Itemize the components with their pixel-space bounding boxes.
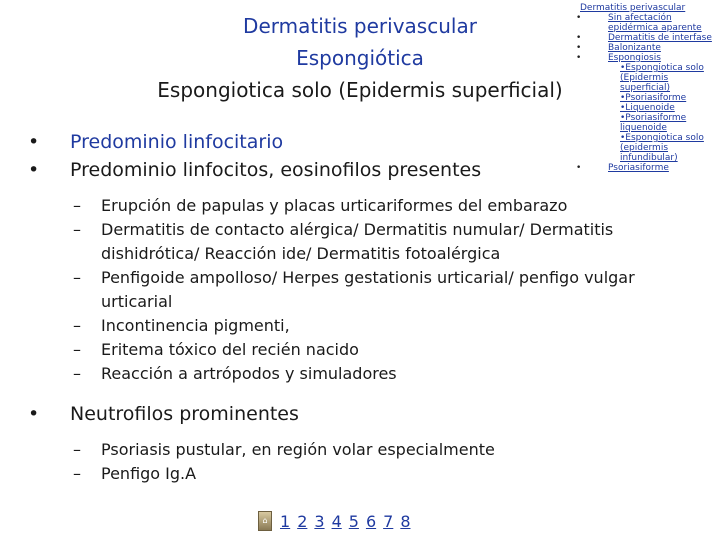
nav-subitem-psoriasiforme-liquenoide[interactable]: •Psoriasiforme liquenoide	[620, 113, 687, 133]
nav-root-link[interactable]: Dermatitis perivascular	[580, 3, 686, 13]
nav-subitem-espongiotica-superficial[interactable]: •Espongiotica solo (Epidermis superficial)	[620, 63, 704, 93]
link-predominio-linfocitario[interactable]: Predominio linfocitario	[70, 131, 284, 153]
sub-list-item: – Psoriasis pustular, en región volar especialmente	[73, 440, 495, 459]
sub-list-item: – Incontinencia pigmenti,	[73, 316, 290, 335]
page-link-2[interactable]: 2	[297, 511, 308, 531]
nav-bullet: •	[576, 13, 582, 23]
page-link-5[interactable]: 5	[348, 511, 359, 531]
list-item	[28, 128, 688, 156]
nav-subitem-liquenoide[interactable]: •Liquenoide	[620, 103, 675, 113]
list-item	[28, 400, 688, 428]
sub-list-item: – Penfigo Ig.A	[73, 464, 197, 483]
title-subtitle: Espongiotica solo (Epidermis superficial)	[157, 78, 563, 102]
sub-list-item-text: Penfigo Ig.A	[101, 464, 197, 483]
nav-item-espongiosis[interactable]: Espongiosis	[608, 53, 661, 63]
sub-list-item: – Erupción de papulas y placas urticariformes del embarazo	[73, 196, 568, 215]
page-link-8[interactable]: 8	[400, 511, 411, 531]
nav-subitem-espongiotica-infundibular[interactable]: •Espongiotica solo (epidermis infundibular)	[620, 133, 704, 163]
bullet-dot: •	[28, 131, 40, 153]
bullet-dot: •	[28, 403, 40, 425]
nav-subitem-psoriasiforme[interactable]: •Psoriasiforme	[620, 93, 687, 103]
page-link-3[interactable]: 3	[314, 511, 325, 531]
sub-list-item-text: Penfigoide ampolloso/ Herpes gestationis urticarial/ penfigo vulgar urticarial	[101, 268, 635, 311]
page-link-1[interactable]: 1	[280, 511, 291, 531]
nav-item-balonizante[interactable]: Balonizante	[608, 43, 661, 53]
page-link-6[interactable]: 6	[365, 511, 377, 531]
nav-bullet: •	[576, 53, 582, 63]
sub-list-item: – Dermatitis de contacto alérgica/ Dermatitis numular/ Dermatitis dishidrótica/ Reacción ide/ Dermatitis fotoalérgica	[73, 220, 614, 263]
sub-list-item: – Eritema tóxico del recién nacido	[73, 340, 359, 359]
slide-title	[150, 10, 570, 106]
content-list	[28, 128, 688, 486]
nav-item-psoriasiforme[interactable]: Psoriasiforme	[608, 163, 669, 173]
sub-list-item: – Reacción a artrópodos y simuladores	[73, 364, 397, 383]
nav-bullet: •	[576, 33, 582, 43]
sub-list-item-text: Dermatitis de contacto alérgica/ Dermatitis numular/ Dermatitis dishidrótica/ Reacción ide/ Dermatitis fotoalérgica	[101, 220, 614, 263]
title-link-espongiotica[interactable]: Espongiótica	[296, 46, 424, 70]
nav-bullet: •	[576, 163, 582, 173]
list-item-text: Neutrofilos prominentes	[70, 403, 299, 425]
title-link-dermatitis-perivascular[interactable]: Dermatitis perivascular	[243, 14, 477, 38]
sub-list-item-text: Eritema tóxico del recién nacido	[101, 340, 359, 359]
page-link-7[interactable]: 7	[383, 511, 394, 531]
bullet-dot: •	[28, 159, 40, 181]
sub-list-item-text: Erupción de papulas y placas urticariformes del embarazo	[101, 196, 568, 215]
nav-item-sin-afectacion[interactable]: Sin afectación epidérmica aparente	[608, 13, 702, 33]
list-item-text: Predominio linfocitos, eosinofilos presentes	[70, 159, 482, 181]
nav-item-interfase[interactable]: Dermatitis de interfase	[608, 33, 712, 43]
list-item	[28, 156, 688, 184]
page-link-4[interactable]: 4	[331, 511, 342, 531]
home-icon[interactable]: ⌂	[258, 511, 272, 531]
sub-list-item: – Penfigoide ampolloso/ Herpes gestationis urticarial/ penfigo vulgar urticarial	[73, 268, 635, 311]
nav-bullet: •	[576, 43, 582, 53]
sub-list-item-text: Psoriasis pustular, en región volar especialmente	[101, 440, 495, 459]
sub-list-item-text: Reacción a artrópodos y simuladores	[101, 364, 397, 383]
sub-list-item-text: Incontinencia pigmenti,	[101, 316, 290, 335]
page-navigator	[258, 510, 418, 532]
